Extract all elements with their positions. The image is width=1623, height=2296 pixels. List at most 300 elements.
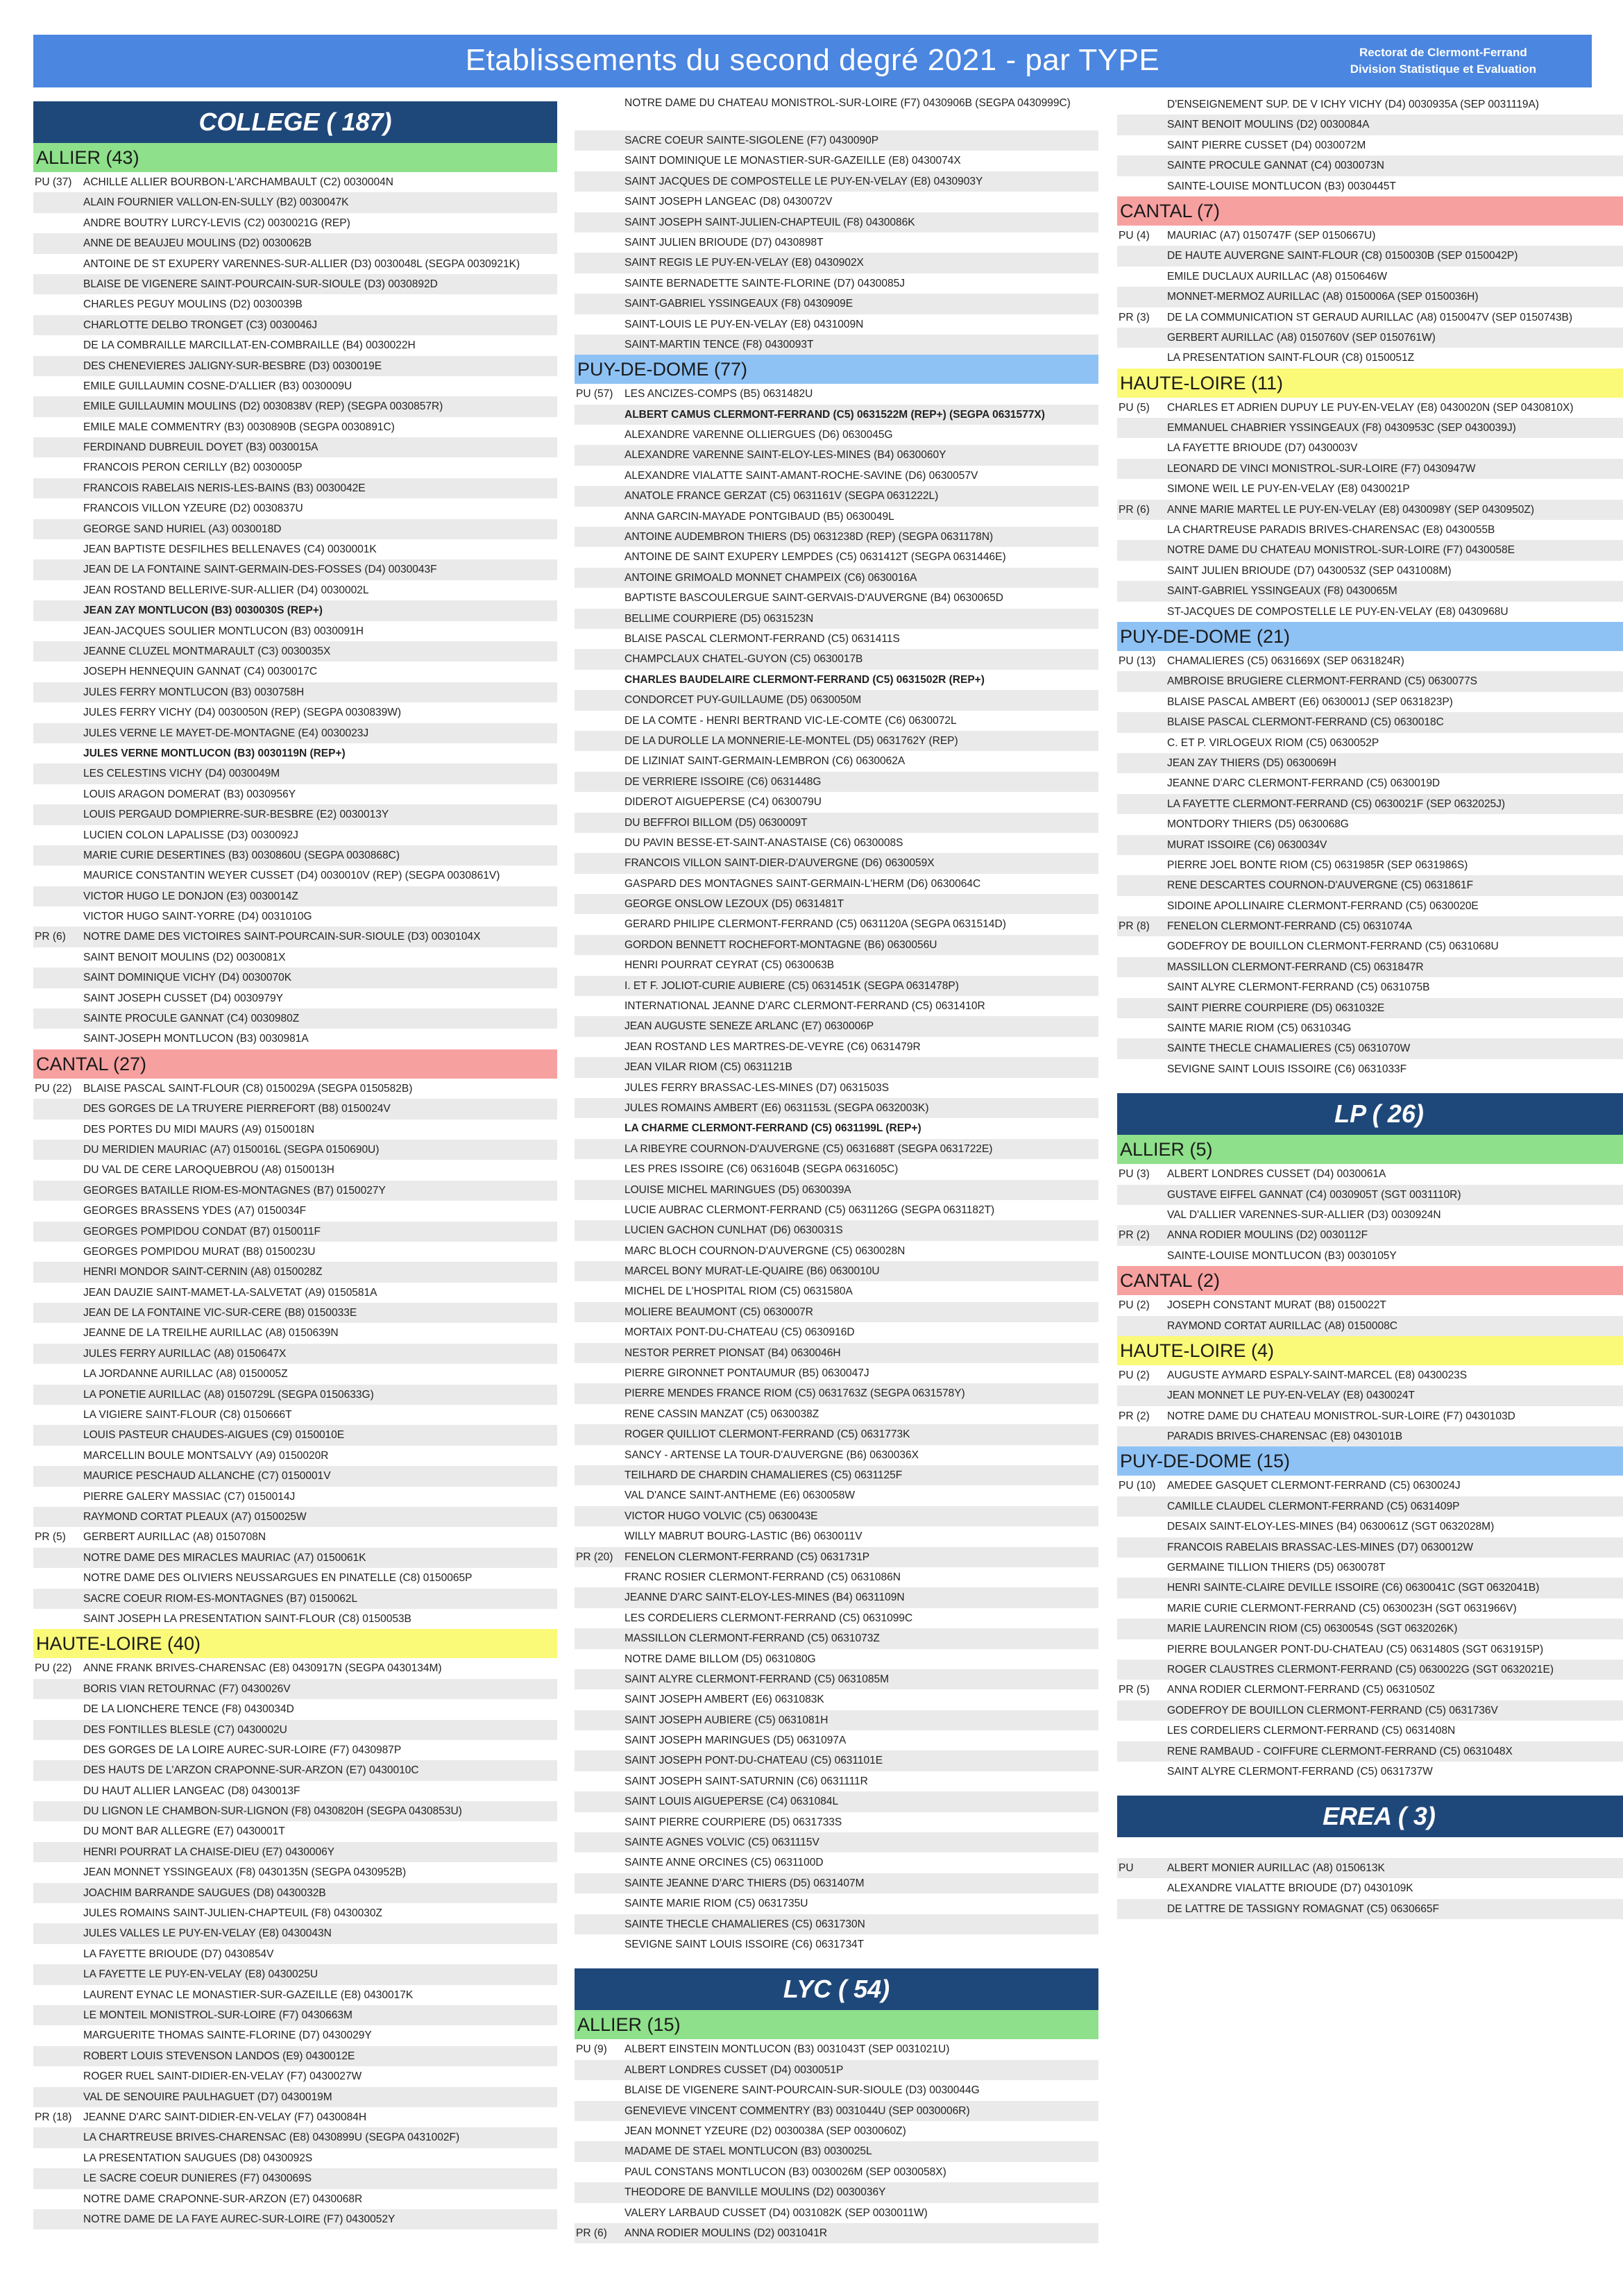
establishment-name: JULES VALLES LE PUY-EN-VELAY (E8) 0430043N xyxy=(83,1927,332,1940)
establishment-name: LA FAYETTE CLERMONT-FERRAND (C5) 0630021F (SEP 0632025J) xyxy=(1167,797,1505,810)
list-item xyxy=(1117,896,1623,916)
establishment-name: SAINT PIERRE COURPIERE (D5) 0631733S xyxy=(624,1816,842,1828)
lp-allier-list xyxy=(1117,1164,1623,1266)
group-label: PU (22) xyxy=(35,1662,72,1675)
college-banner: COLLEGE ( 187) xyxy=(33,101,557,143)
list-item xyxy=(33,274,557,294)
establishment-name: ANNA GARCIN-MAYADE PONTGIBAUD (B5) 0630049L xyxy=(624,510,894,523)
establishment-name: JEAN MONNET YSSINGEAUX (F8) 0430135N (SEGPA 0430952B) xyxy=(83,1866,407,1879)
list-item xyxy=(575,94,1098,130)
establishment-name: JEANNE D'ARC CLERMONT-FERRAND (C5) 0630019D xyxy=(1167,777,1441,790)
college-puy-de-dome-list xyxy=(575,384,1098,1955)
establishment-name: GASPARD DES MONTAGNES SAINT-GERMAIN-L'HERM (D6) 0630064C xyxy=(624,877,981,890)
list-item xyxy=(1117,1858,1623,1878)
establishment-name: RENE CASSIN MANZAT (C5) 0630038Z xyxy=(624,1408,819,1420)
establishment-name: SACRE COEUR RIOM-ES-MONTAGNES (B7) 0150062L xyxy=(83,1592,358,1605)
list-item xyxy=(575,935,1098,955)
list-item xyxy=(1117,602,1623,622)
list-item xyxy=(33,478,557,498)
establishment-name: DU HAUT ALLIER LANGEAC (D8) 0430013F xyxy=(83,1784,300,1797)
list-item xyxy=(33,1985,557,2005)
list-item xyxy=(33,1242,557,1262)
establishment-name: SIDOINE APOLLINAIRE CLERMONT-FERRAND (C5) 0630020E xyxy=(1167,900,1479,912)
establishment-name: LUCIE AUBRAC CLERMONT-FERRAND (C5) 0631126G (SEGPA 0631182T) xyxy=(624,1204,995,1216)
establishment-name: JEANNE D'ARC SAINT-DIDIER-EN-VELAY (F7) 0430084H xyxy=(83,2111,367,2123)
list-item xyxy=(33,2087,557,2107)
establishment-name: GORDON BENNETT ROCHEFORT-MONTAGNE (B6) 0630056U xyxy=(624,938,937,951)
establishment-name: SAINT ALYRE CLERMONT-FERRAND (C5) 0631075B xyxy=(1167,981,1430,994)
list-item xyxy=(575,690,1098,710)
list-item xyxy=(33,580,557,600)
establishment-name: ALBERT EINSTEIN MONTLUCON (B3) 0031043T (SEP 0031021U) xyxy=(624,2043,950,2056)
list-item xyxy=(575,1914,1098,1934)
list-item xyxy=(1117,540,1623,560)
list-item xyxy=(1117,1164,1623,1184)
establishment-name: DES FONTILLES BLESLE (C7) 0430002U xyxy=(83,1723,287,1736)
list-item xyxy=(575,1771,1098,1791)
establishment-name: MONNET-MERMOZ AURILLAC (A8) 0150006A (SEP 0150036H) xyxy=(1167,291,1479,303)
establishment-name: JEAN DAUZIE SAINT-MAMET-LA-SALVETAT (A9) 0150581A xyxy=(83,1286,377,1299)
establishment-name: MAURIAC (A7) 0150747F (SEP 0150667U) xyxy=(1167,229,1376,242)
establishment-name: SAINT-JOSEPH MONTLUCON (B3) 0030981A xyxy=(83,1033,309,1045)
establishment-name: BLAISE DE VIGENERE SAINT-POURCAIN-SUR-SIOULE (D3) 0030892D xyxy=(83,278,438,290)
list-item xyxy=(575,772,1098,792)
list-item xyxy=(1117,1476,1623,1496)
list-item xyxy=(33,1099,557,1119)
list-item xyxy=(33,1181,557,1201)
establishment-name: FRANCOIS VILLON SAINT-DIER-D'AUVERGNE (D6) 0630059X xyxy=(624,857,935,870)
establishment-name: SAINT-GABRIEL YSSINGEAUX (F8) 0430909E xyxy=(624,298,853,310)
establishment-name: CHAMPCLAUX CHATEL-GUYON (C5) 0630017B xyxy=(624,653,863,666)
list-item xyxy=(33,376,557,396)
group-label: PU (2) xyxy=(1119,1369,1150,1381)
lp-cantal-header: CANTAL (2) xyxy=(1117,1266,1623,1295)
list-item xyxy=(1117,1018,1623,1038)
list-item xyxy=(33,1801,557,1821)
list-item xyxy=(1117,1517,1623,1537)
establishment-name: JEAN DE LA FONTAINE VIC-SUR-CERE (B8) 0150033E xyxy=(83,1307,357,1319)
establishment-name: SAINT-MARTIN TENCE (F8) 0430093T xyxy=(624,338,814,351)
establishment-name: GEORGES POMPIDOU CONDAT (B7) 0150011F xyxy=(83,1225,321,1238)
establishment-name: SAINT JULIEN BRIOUDE (D7) 0430053Z (SEP 0431008M) xyxy=(1167,564,1452,577)
establishment-name: LES CORDELIERS CLERMONT-FERRAND (C5) 0631099C xyxy=(624,1612,913,1624)
establishment-name: SAINT ALYRE CLERMONT-FERRAND (C5) 0631737W xyxy=(1167,1765,1433,1778)
group-label: PR (6) xyxy=(35,931,66,943)
list-item xyxy=(1117,794,1623,814)
list-item xyxy=(1117,479,1623,499)
list-item xyxy=(575,212,1098,233)
list-item xyxy=(33,661,557,682)
list-item xyxy=(575,1037,1098,1057)
list-item xyxy=(575,1506,1098,1526)
establishment-name: LE MONTEIL MONISTROL-SUR-LOIRE (F7) 0430663M xyxy=(83,2009,352,2021)
list-item xyxy=(575,335,1098,355)
establishment-name: GODEFROY DE BOUILLON CLERMONT-FERRAND (C5) 0631736V xyxy=(1167,1704,1498,1716)
establishment-name: LA CHARME CLERMONT-FERRAND (C5) 0631199L (REP+) xyxy=(624,1122,921,1135)
list-item xyxy=(575,1526,1098,1546)
establishment-name: LE SACRE COEUR DUNIERES (F7) 0430069S xyxy=(83,2172,312,2185)
list-item xyxy=(1117,1639,1623,1660)
establishment-name: JEAN ROSTAND BELLERIVE-SUR-ALLIER (D4) 0030002L xyxy=(83,584,369,596)
establishment-name: SAINT JULIEN BRIOUDE (D7) 0430898T xyxy=(624,236,824,248)
establishment-name: CHARLES PEGUY MOULINS (D2) 0030039B xyxy=(83,298,303,311)
list-item xyxy=(33,1821,557,1841)
establishment-name: NOTRE DAME DES VICTOIRES SAINT-POURCAIN-SUR-SIOULE (D3) 0030104X xyxy=(83,931,481,943)
establishment-name: ROBERT LOUIS STEVENSON LANDOS (E9) 0430012E xyxy=(83,2050,355,2062)
establishment-name: MARC BLOCH COURNON-D'AUVERGNE (C5) 0630028N xyxy=(624,1244,906,1257)
college-haute-loire-list xyxy=(33,1658,557,2229)
establishment-name: DU MERIDIEN MAURIAC (A7) 0150016L (SEGPA 0150690U) xyxy=(83,1143,380,1156)
list-item xyxy=(33,947,557,968)
establishment-name: JULES FERRY AURILLAC (A8) 0150647X xyxy=(83,1347,287,1360)
list-item xyxy=(575,507,1098,527)
list-item xyxy=(575,914,1098,934)
establishment-name: JEAN BAPTISTE DESFILHES BELLENAVES (C4) 0030001K xyxy=(83,543,377,556)
establishment-name: SAINT PIERRE COURPIERE (D5) 0631032E xyxy=(1167,1002,1385,1014)
establishment-name: AMBROISE BRUGIERE CLERMONT-FERRAND (C5) 0630077S xyxy=(1167,675,1478,688)
establishment-name: FRANCOIS RABELAIS NERIS-LES-BAINS (B3) 0030042E xyxy=(83,482,366,494)
list-item xyxy=(33,1323,557,1343)
group-label: PU (13) xyxy=(1119,655,1156,667)
erea-list xyxy=(1117,1837,1623,1919)
list-item xyxy=(1117,135,1623,155)
list-item xyxy=(575,445,1098,465)
column-2 xyxy=(575,94,1098,2243)
list-item xyxy=(575,2182,1098,2202)
establishment-name: GEORGES POMPIDOU MURAT (B8) 0150023U xyxy=(83,1245,316,1258)
list-item xyxy=(1117,1496,1623,1517)
list-item xyxy=(1117,1406,1623,1426)
establishment-name: JOSEPH HENNEQUIN GANNAT (C4) 0030017C xyxy=(83,666,318,678)
establishment-name: DU BEFFROI BILLOM (D5) 0630009T xyxy=(624,816,808,829)
list-item xyxy=(575,1424,1098,1444)
establishment-name: GENEVIEVE VINCENT COMMENTRY (B3) 0031044U (SEP 0030006R) xyxy=(624,2104,970,2117)
establishment-name: MARCELLIN BOULE MONTSALVY (A9) 0150020R xyxy=(83,1449,329,1462)
establishment-name: ALEXANDRE VIALATTE SAINT-AMANT-ROCHE-SAVINE (D6) 0630057V xyxy=(624,469,978,482)
list-item xyxy=(1117,1205,1623,1225)
establishment-name: MARIE CURIE CLERMONT-FERRAND (C5) 0630023H (SGT 0631966V) xyxy=(1167,1602,1517,1614)
establishment-name: ALBERT MONIER AURILLAC (A8) 0150613K xyxy=(1167,1862,1385,1874)
establishment-name: DU LIGNON LE CHAMBON-SUR-LIGNON (F8) 0430820H (SEGPA 0430853U) xyxy=(83,1805,462,1818)
list-item xyxy=(575,568,1098,588)
org-line-2: Division Statistique et Evaluation xyxy=(1350,62,1536,76)
establishment-name: ALEXANDRE VARENNE SAINT-ELOY-LES-MINES (B4) 0630060Y xyxy=(624,449,946,462)
list-item xyxy=(575,853,1098,873)
list-item xyxy=(33,825,557,845)
establishment-name: ANTOINE DE ST EXUPERY VARENNES-SUR-ALLIER (D3) 0030048L (SEGPA 0030921K) xyxy=(83,258,520,270)
list-item xyxy=(33,1405,557,1425)
list-item xyxy=(1117,773,1623,793)
list-item xyxy=(575,1363,1098,1383)
establishment-name: DES HAUTS DE L'ARZON CRAPONNE-SUR-ARZON (E7) 0430010C xyxy=(83,1764,419,1777)
list-item xyxy=(33,192,557,212)
list-item xyxy=(1117,1316,1623,1336)
list-item xyxy=(1117,1700,1623,1721)
list-item xyxy=(1117,1059,1623,1079)
list-item xyxy=(575,1934,1098,1955)
establishment-name: LA JORDANNE AURILLAC (A8) 0150005Z xyxy=(83,1368,288,1381)
establishment-name: CONDORCET PUY-GUILLAUME (D5) 0630050M xyxy=(624,694,862,707)
list-item xyxy=(1117,94,1623,115)
list-item xyxy=(1117,1038,1623,1058)
list-item xyxy=(575,1730,1098,1750)
list-item xyxy=(33,886,557,906)
list-item xyxy=(33,1658,557,1678)
list-item xyxy=(33,1740,557,1760)
establishment-name: SAINT JOSEPH AMBERT (E6) 0631083K xyxy=(624,1694,824,1706)
list-item xyxy=(1117,1660,1623,1680)
establishment-name: JEAN ZAY THIERS (D5) 0630069H xyxy=(1167,757,1336,769)
list-item xyxy=(33,1120,557,1140)
establishment-name: SAINT ALYRE CLERMONT-FERRAND (C5) 0631085M xyxy=(624,1673,890,1685)
establishment-name: ALEXANDRE VIALATTE BRIOUDE (D7) 0430109K xyxy=(1167,1882,1413,1895)
list-item xyxy=(33,417,557,437)
establishment-name: NESTOR PERRET PIONSAT (B4) 0630046H xyxy=(624,1347,841,1359)
list-item xyxy=(575,1159,1098,1179)
list-item xyxy=(575,2039,1098,2059)
list-item xyxy=(33,1903,557,1923)
list-item xyxy=(33,233,557,253)
list-item xyxy=(1117,1741,1623,1762)
establishment-name: HENRI SAINTE-CLAIRE DEVILLE ISSOIRE (C6) 0630041C (SGT 0632041B) xyxy=(1167,1582,1540,1594)
establishment-name: ANNE DE BEAUJEU MOULINS (D2) 0030062B xyxy=(83,237,312,250)
establishment-name: GEORGES BRASSENS YDES (A7) 0150034F xyxy=(83,1205,307,1217)
establishment-name: JEAN ZAY MONTLUCON (B3) 0030030S (REP+) xyxy=(83,605,323,617)
establishment-name: VICTOR HUGO SAINT-YORRE (D4) 0031010G xyxy=(83,911,312,923)
list-item xyxy=(33,743,557,763)
list-item xyxy=(33,784,557,804)
group-label: PR (20) xyxy=(576,1551,613,1563)
lyc-puy-de-dome-header: PUY-DE-DOME (21) xyxy=(1117,622,1623,651)
list-item xyxy=(575,1220,1098,1240)
establishment-name: RAYMOND CORTAT AURILLAC (A8) 0150008C xyxy=(1167,1319,1397,1332)
establishment-name: LOUIS ARAGON DOMERAT (B3) 0030956Y xyxy=(83,788,296,800)
list-item xyxy=(33,2168,557,2188)
list-item xyxy=(575,2141,1098,2161)
establishment-name: SIMONE WEIL LE PUY-EN-VELAY (E8) 0430021P xyxy=(1167,483,1410,496)
establishment-name: AUGUSTE AYMARD ESPALY-SAINT-MARCEL (E8) 0430023S xyxy=(1167,1369,1468,1381)
establishment-name: SAINTE THECLE CHAMALIERES (C5) 0631070W xyxy=(1167,1043,1411,1055)
group-label: PU xyxy=(1119,1862,1134,1874)
list-item xyxy=(33,294,557,314)
list-item xyxy=(575,2101,1098,2121)
establishment-name: JOACHIM BARRANDE SAUGUES (D8) 0430032B xyxy=(83,1886,326,1899)
list-item xyxy=(575,314,1098,335)
list-item xyxy=(33,927,557,947)
establishment-name: ROGER RUEL SAINT-DIDIER-EN-VELAY (F7) 0430027W xyxy=(83,2070,362,2083)
establishment-name: SAINTE JEANNE D'ARC THIERS (D5) 0631407M xyxy=(624,1877,865,1889)
list-item xyxy=(575,1078,1098,1098)
list-item xyxy=(33,804,557,825)
establishment-name: JEANNE DE LA TREILHE AURILLAC (A8) 0150639N xyxy=(83,1327,339,1340)
list-item xyxy=(33,763,557,784)
list-item xyxy=(1117,348,1623,368)
list-item xyxy=(1117,246,1623,266)
establishment-name: RENE DESCARTES COURNON-D'AUVERGNE (C5) 0631861F xyxy=(1167,879,1474,892)
establishment-name: LOUISE MICHEL MARINGUES (D5) 0630039A xyxy=(624,1183,851,1196)
list-item xyxy=(1117,115,1623,135)
group-label: PR (5) xyxy=(35,1531,66,1544)
list-item xyxy=(33,1760,557,1780)
establishment-name: JEAN AUGUSTE SENEZE ARLANC (E7) 0630006P xyxy=(624,1020,874,1033)
list-item xyxy=(575,2121,1098,2141)
list-item xyxy=(1117,1762,1623,1782)
group-label: PU (22) xyxy=(35,1082,72,1095)
list-item xyxy=(1117,957,1623,977)
list-item xyxy=(575,1057,1098,1077)
list-item xyxy=(1117,651,1623,671)
establishment-name: SAINTE BERNADETTE SAINTE-FLORINE (D7) 0430085J xyxy=(624,277,905,289)
establishment-name: GEORGE ONSLOW LEZOUX (D5) 0631481T xyxy=(624,898,844,911)
establishment-name: SAINT BENOIT MOULINS (D2) 0030081X xyxy=(83,951,286,963)
list-item xyxy=(575,955,1098,975)
establishment-name: CAMILLE CLAUDEL CLERMONT-FERRAND (C5) 0631409P xyxy=(1167,1500,1460,1512)
list-item xyxy=(1117,1619,1623,1639)
list-item xyxy=(1117,712,1623,732)
establishment-name: HENRI POURRAT CEYRAT (C5) 0630063B xyxy=(624,959,835,972)
list-item xyxy=(33,457,557,478)
list-item xyxy=(1117,328,1623,348)
list-item xyxy=(575,1791,1098,1812)
column-1 xyxy=(33,101,557,2229)
list-item xyxy=(575,1832,1098,1852)
establishment-name: DE HAUTE AUVERGNE SAINT-FLOUR (C8) 0150030B (SEP 0150042P) xyxy=(1167,250,1518,262)
establishment-name: BAPTISTE BASCOULERGUE SAINT-GERVAIS-D'AUVERGNE (B4) 0630065D xyxy=(624,592,1003,605)
organization-block xyxy=(1350,44,1536,78)
establishment-name: ALBERT CAMUS CLERMONT-FERRAND (C5) 0631522M (REP+) (SEGPA 0631577X) xyxy=(624,408,1045,421)
lyc-banner: LYC ( 54) xyxy=(575,1968,1098,2010)
list-item xyxy=(33,559,557,580)
establishment-name: FENELON CLERMONT-FERRAND (C5) 0631074A xyxy=(1167,920,1413,933)
list-item xyxy=(33,1944,557,1964)
list-item xyxy=(575,649,1098,669)
establishment-name: DE LIZINIAT SAINT-GERMAIN-LEMBRON (C6) 0630062A xyxy=(624,755,906,768)
establishment-name: ALAIN FOURNIER VALLON-EN-SULLY (B2) 0030047K xyxy=(83,196,349,209)
establishment-name: SAINT JOSEPH MARINGUES (D5) 0631097A xyxy=(624,1734,847,1747)
establishment-name: ROGER CLAUSTRES CLERMONT-FERRAND (C5) 0630022G (SGT 0632021E) xyxy=(1167,1664,1554,1675)
list-item xyxy=(1117,438,1623,458)
establishment-name: DES GORGES DE LA TRUYERE PIERREFORT (B8) 0150024V xyxy=(83,1103,391,1115)
establishment-name: ANNE MARIE MARTEL LE PUY-EN-VELAY (E8) 0430098Y (SEP 0430950Z) xyxy=(1167,503,1534,516)
lyc-allier-list-cont xyxy=(1117,94,1623,196)
list-item xyxy=(33,1842,557,1862)
list-item xyxy=(1117,998,1623,1018)
establishment-name: LES CORDELIERS CLERMONT-FERRAND (C5) 0631408N xyxy=(1167,1725,1456,1737)
list-item xyxy=(33,968,557,988)
list-item xyxy=(33,1466,557,1486)
establishment-name: FRANCOIS PERON CERILLY (B2) 0030005P xyxy=(83,462,303,474)
establishment-name: INTERNATIONAL JEANNE D'ARC CLERMONT-FERRAND (C5) 0631410R xyxy=(624,1000,985,1013)
list-item xyxy=(1117,1878,1623,1898)
college-allier-list xyxy=(33,172,557,1049)
establishment-name: GEORGE SAND HURIEL (A3) 0030018D xyxy=(83,523,282,535)
establishment-name: SAINT-LOUIS LE PUY-EN-VELAY (E8) 0431009N xyxy=(624,318,864,330)
establishment-name: SAINT JOSEPH LA PRESENTATION SAINT-FLOUR (C8) 0150053B xyxy=(83,1612,411,1625)
establishment-name: SAINT DOMINIQUE VICHY (D4) 0030070K xyxy=(83,972,292,984)
list-item xyxy=(575,1587,1098,1607)
list-item xyxy=(1117,226,1623,246)
establishment-name: MAURICE PESCHAUD ALLANCHE (C7) 0150001V xyxy=(83,1470,331,1483)
group-label: PR (8) xyxy=(1119,920,1150,933)
lp-cantal-list xyxy=(1117,1295,1623,1336)
group-label: PR (2) xyxy=(1119,1229,1150,1242)
list-item xyxy=(1117,267,1623,287)
list-item xyxy=(1117,1246,1623,1266)
establishment-name: LES ANCIZES-COMPS (B5) 0631482U xyxy=(624,388,813,400)
establishment-name: JEANNE D'ARC SAINT-ELOY-LES-MINES (B4) 0631109N xyxy=(624,1592,905,1604)
establishment-name: ANNA RODIER MOULINS (D2) 0031041R xyxy=(624,2227,828,2239)
establishment-name: LA CHARTREUSE PARADIS BRIVES-CHARENSAC (E8) 0430055B xyxy=(1167,524,1495,537)
list-item xyxy=(575,1873,1098,1893)
establishment-name: SAINT JOSEPH PONT-DU-CHATEAU (C5) 0631101E xyxy=(624,1755,883,1767)
group-label: PU (10) xyxy=(1119,1480,1156,1492)
list-item xyxy=(33,315,557,335)
establishment-name: JEAN VILAR RIOM (C5) 0631121B xyxy=(624,1061,792,1074)
list-item xyxy=(575,1139,1098,1159)
establishment-name: DE LA COMTE - HENRI BERTRAND VIC-LE-COMTE (C6) 0630072L xyxy=(624,714,957,727)
establishment-name: LA RIBEYRE COURNON-D'AUVERGNE (C5) 0631688T (SEGPA 0631722E) xyxy=(624,1142,993,1155)
list-item xyxy=(1117,1385,1623,1406)
list-item xyxy=(575,233,1098,253)
establishment-name: VALERY LARBAUD CUSSET (D4) 0031082K (SEP 0030011W) xyxy=(624,2206,928,2219)
list-item xyxy=(1117,1185,1623,1205)
establishment-name: MARIE LAURENCIN RIOM (C5) 0630054S (SGT 0632026K) xyxy=(1167,1623,1458,1635)
list-item xyxy=(575,1261,1098,1281)
list-item xyxy=(575,874,1098,894)
list-item xyxy=(1117,733,1623,753)
group-label: PR (6) xyxy=(576,2227,607,2239)
establishment-name: MONTDORY THIERS (D5) 0630068G xyxy=(1167,818,1349,831)
establishment-name: DE LA DUROLLE LA MONNERIE-LE-MONTEL (D5) 0631762Y (REP) xyxy=(624,734,958,747)
establishment-name: JULES FERRY MONTLUCON (B3) 0030758H xyxy=(83,686,305,698)
list-item xyxy=(575,833,1098,853)
establishment-name: CHARLES BAUDELAIRE CLERMONT-FERRAND (C5) 0631502R (REP+) xyxy=(624,673,985,686)
list-item xyxy=(33,1883,557,1903)
list-item xyxy=(33,1527,557,1547)
establishment-name: JULES FERRY VICHY (D4) 0030050N (REP) (SEGPA 0030839W) xyxy=(83,707,402,719)
list-item xyxy=(575,2203,1098,2223)
list-item xyxy=(575,1200,1098,1220)
establishment-name: DESAIX SAINT-ELOY-LES-MINES (B4) 0630061Z (SGT 0632028M) xyxy=(1167,1521,1495,1533)
list-item xyxy=(33,1720,557,1740)
establishment-name: VICTOR HUGO LE DONJON (E3) 0030014Z xyxy=(83,890,298,902)
list-item xyxy=(1117,176,1623,196)
establishment-name: SAINTE MARIE RIOM (C5) 0631034G xyxy=(1167,1022,1352,1035)
establishment-name: VAL DE SENOUIRE PAULHAGUET (D7) 0430019M xyxy=(83,2091,332,2103)
establishment-name: JEAN ROSTAND LES MARTRES-DE-VEYRE (C6) 0631479R xyxy=(624,1040,921,1053)
list-item xyxy=(33,1568,557,1588)
establishment-name: BLAISE DE VIGENERE SAINT-POURCAIN-SUR-SIOULE (D3) 0030044G xyxy=(624,2084,980,2097)
establishment-name: LEONARD DE VINCI MONISTROL-SUR-LOIRE (F7) 0430947W xyxy=(1167,462,1476,475)
establishment-name: SAINTE MARIE RIOM (C5) 0631735U xyxy=(624,1898,808,1910)
list-item xyxy=(33,1029,557,1049)
list-item xyxy=(1117,155,1623,176)
establishment-name: FRANCOIS VILLON YZEURE (D2) 0030837U xyxy=(83,503,303,515)
establishment-name: LA PRESENTATION SAUGUES (D8) 0430092S xyxy=(83,2152,313,2164)
establishment-name: NOTRE DAME DES OLIVIERS NEUSSARGUES EN PINATELLE (C8) 0150065P xyxy=(83,1572,473,1585)
erea-banner: EREA ( 3) xyxy=(1117,1796,1623,1837)
list-item xyxy=(575,894,1098,914)
establishment-name: BLAISE PASCAL CLERMONT-FERRAND (C5) 0630018C xyxy=(1167,716,1444,729)
list-item xyxy=(575,2060,1098,2080)
list-item xyxy=(33,1923,557,1943)
establishment-name: PIERRE GALERY MASSIAC (C7) 0150014J xyxy=(83,1490,296,1503)
list-item xyxy=(1117,1365,1623,1385)
establishment-name: SEVIGNE SAINT LOUIS ISSOIRE (C6) 0631734T xyxy=(624,1938,865,1950)
establishment-name: SAINT JOSEPH SAINT-JULIEN-CHAPTEUIL (F8) 0430086K xyxy=(624,216,915,228)
establishment-name: NOTRE DAME BILLOM (D5) 0631080G xyxy=(624,1653,816,1665)
group-label: PR (5) xyxy=(1119,1684,1150,1696)
